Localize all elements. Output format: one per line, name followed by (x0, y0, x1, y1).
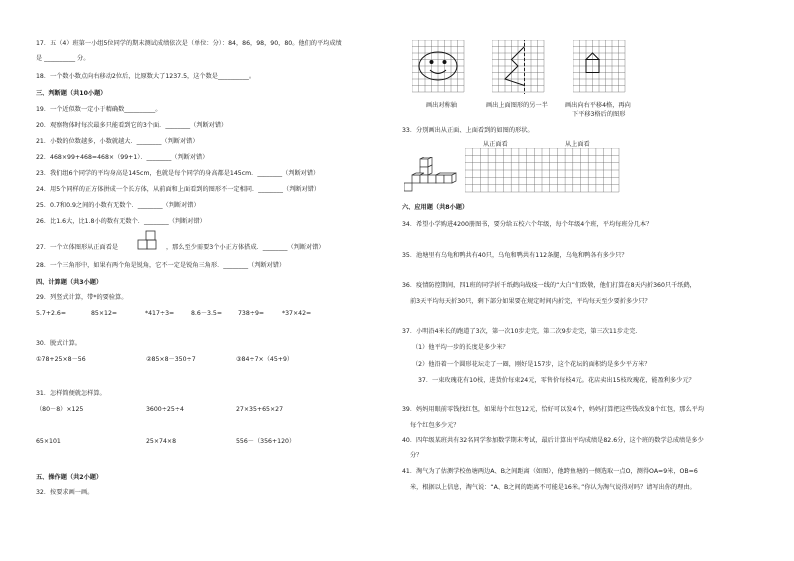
calc31-item: （80－8）×125 (36, 406, 84, 413)
q38: 37．一束玫瑰花有10枝，进货价每束24元，零售价每枝4元。花店卖出15枝玫瑰花，能盈利多少元？ (418, 377, 695, 384)
calc29-item: *417÷3= (145, 310, 175, 317)
q35: 35．池塘里有乌龟和鸭共有40只，乌龟和鸭共有112条腿，乌龟和鸭各有多少只？ (402, 252, 628, 259)
q29: 29．列竖式计算，带*的要验算。 (36, 294, 128, 301)
section-apply-title: 六、应用题（共8小题） (402, 204, 469, 211)
grid-half-shape-figure (492, 40, 552, 94)
q22: 22．468×99+468=468×（99+1）．________（判断对错） (36, 154, 209, 161)
q36: 36．疫情防控期间，四1班的同学折千纸鹤向战疫一线的“大白”们致敬，他们打算在8天内折360只千纸鹤， (402, 282, 696, 289)
q17-answer-line: 是 __________ 分。 (36, 55, 90, 62)
q21: 21．小数的位数越多，小数就越大．________（判断对错） (36, 138, 199, 145)
q19: 19．一个近似数一定小于精确数__________。 (36, 106, 162, 113)
q37: 37．小明沿4米长的跑道了3次，第一次10步走完，第二次9步走完，第三次11步走完． (402, 328, 642, 335)
grid-face-figure (412, 40, 466, 94)
q18: 18．一个数小数点向右移动2位后，比原数大了1237.5，这个数是__________。 (36, 73, 256, 80)
calc29-item: *37×42= (282, 310, 312, 317)
q26: 26．比1.6大，比1.8小的数有无数个．________（判断对错） (36, 218, 206, 225)
caption-axis: 画出对称轴 (426, 102, 457, 109)
views-drawing-grid (465, 148, 621, 194)
calc30-item: ①78+25×8－56 (36, 356, 86, 363)
calc31-item: 3600÷25÷4 (146, 406, 184, 413)
calc30-item: ③84÷7×（45+9） (236, 356, 294, 363)
q39-line2: 每个红包多少元？ (410, 422, 460, 429)
q27: 27．一个立体图形从正面看是 (36, 244, 119, 251)
q25: 25．0.7和0.9之间的小数有无数个．________（判断对错） (36, 202, 200, 209)
caption-half: 画出上面图形的另一半 (486, 102, 548, 109)
cubes-figure (404, 157, 462, 193)
q34: 34．希望小学购进4200册图书，要分给五校六个年级，每个年级4个班，平均每班分几本？ (402, 221, 653, 228)
q37-part1: （1）他平均一步的长度是多少米？ (412, 344, 509, 351)
q24: 24．用5个同样的正方体拼成一个长方体，从前面和上面看到的图形不一定相同．________（判断对错） (36, 186, 321, 193)
caption-translate-1: 画出向右平移4格，再向 (565, 102, 631, 109)
q33: 33．分别画出从正面、上面看到的如图的形状。 (402, 127, 534, 134)
q23: 23．我们组6个同学的平均身高是145cm，也就是每个同学的身高都是145cm．________（判断对错） (36, 170, 320, 177)
q17: 17．五（4）班第一小组5位同学的期末测试成绩依次是（单位：分）：84，86，98，90，80。他们的平均成绩 (36, 40, 342, 47)
calc31-item: 27×35+65×27 (236, 406, 284, 413)
q20: 20．观察物体时每次最多只能看到它的3个面．________（判断对错） (36, 122, 228, 129)
q32: 32．按要求画一画。 (36, 489, 94, 496)
q37-part2: （2）他沿着一个圆形花坛走了一圈，刚好是157步，这个花坛的面积约是多少平方米？ (412, 361, 651, 368)
q30: 30．脱式计算。 (36, 340, 81, 347)
calc30-item: ②85×8－350÷7 (146, 356, 196, 363)
q39: 39．妈妈用眼前零钱找红包，如果每个红包12元，恰好可以发4个，妈妈打算把这些钱改发8个红包，那么平均 (402, 406, 705, 413)
q41: 41．淘气为了估测学校鱼塘两边A、B之间距离（如图），他跨鱼塘的一侧选取一点O，测得OA=9米，OB=6 (402, 468, 698, 475)
calc29-item: 8.6－3.5= (191, 310, 223, 317)
calc31-item: 65×101 (36, 438, 61, 445)
caption-translate-2: 下平移3格后的图形 (572, 111, 626, 118)
section-calc-title: 四、计算题（共3小题） (36, 279, 103, 286)
q27-rest: ，那么至少需要3个小正方体搭成．________（判断对错） (166, 244, 325, 251)
section-operate-title: 五、操作题（共2小题） (36, 474, 103, 481)
view-top-label: 从上面看 (565, 141, 590, 148)
q31: 31．怎样简便就怎样算。 (36, 390, 106, 397)
front-view-shape-icon (137, 230, 165, 252)
q41-line2: 米，根据以上信息，淘气说：“A、B之间的距离不可能是16米。”你认为淘气说得对吗？请写出你的理由。 (410, 484, 696, 491)
section-judge-title: 三、判断题（共10小题） (36, 90, 107, 97)
grid-translate-figure (573, 40, 633, 94)
q40: 40．四年级某班共有32名同学参加数学期末考试，最后计算出平均成绩是82.6分，这个班的数学总成绩是多少 (402, 437, 704, 444)
calc29-item: 738÷9= (238, 310, 265, 317)
q36-line2: 前3天平均每天折30只，剩下部分如果要在规定时间内折完，平均每天至少要折多少只？ (410, 298, 651, 305)
q40-line2: 分？ (410, 452, 423, 459)
calc29-item: 5.7+2.6= (36, 310, 67, 317)
q28: 28．一个三角形中，如果有两个角是锐角，它不一定是锐角三角形．________（判断对错） (36, 262, 286, 269)
calc29-item: 85×12= (91, 310, 118, 317)
calc31-item: 556－（356+120） (236, 438, 296, 445)
view-front-label: 从正面看 (483, 141, 508, 148)
calc31-item: 25×74×8 (146, 438, 177, 445)
